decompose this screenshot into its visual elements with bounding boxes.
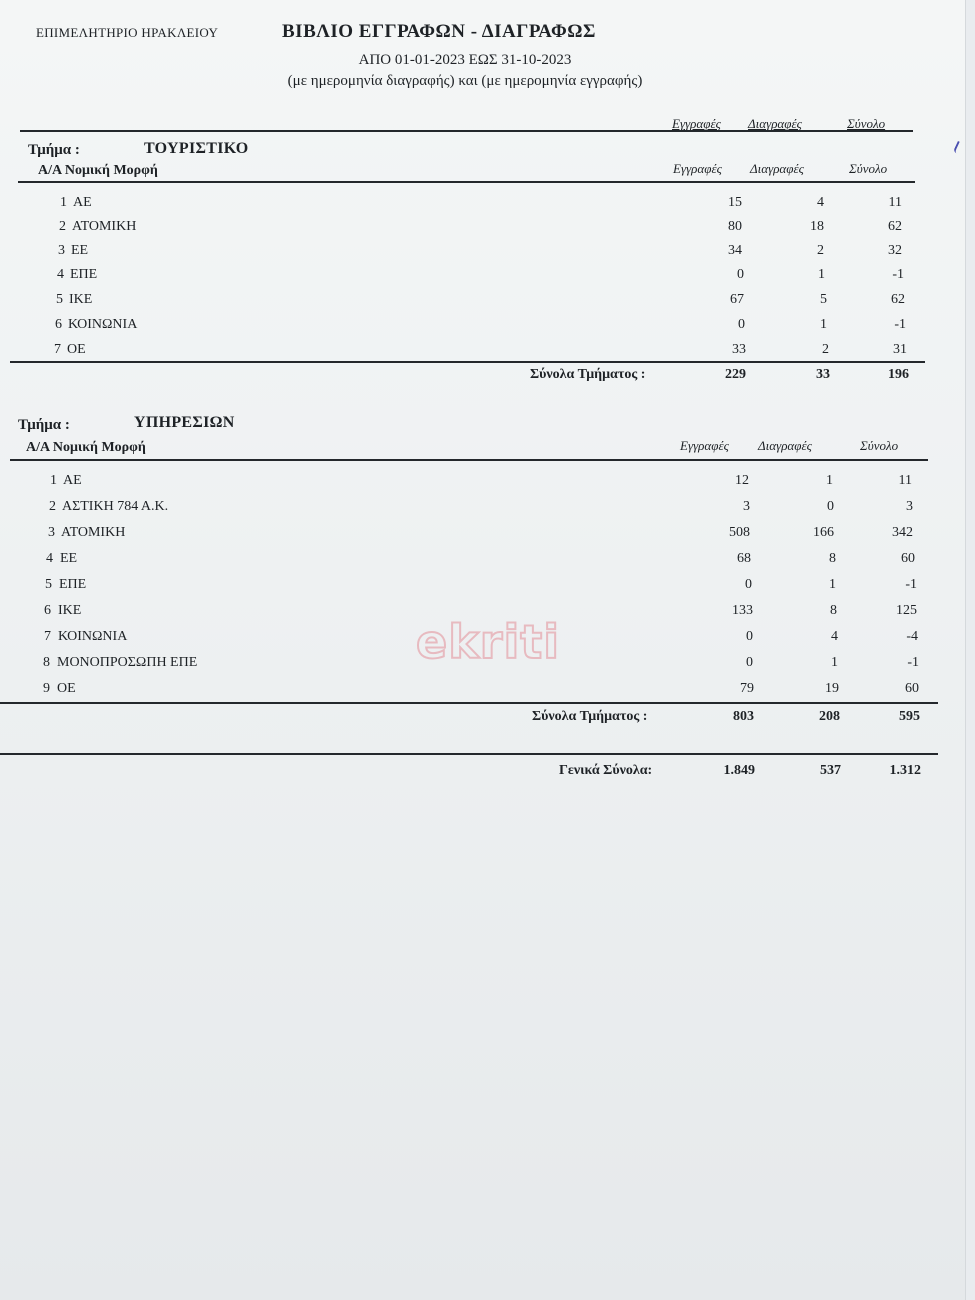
legal-form: ΑΕ bbox=[73, 195, 92, 210]
total-value: -1 bbox=[894, 317, 906, 332]
report-period: ΑΠΟ 01-01-2023 ΕΩΣ 31-10-2023 bbox=[358, 52, 572, 68]
deletions-value: 0 bbox=[827, 499, 834, 514]
table-row bbox=[0, 525, 960, 549]
row-number: 3 bbox=[48, 525, 55, 540]
col-header-total: Σύνολο bbox=[860, 438, 899, 453]
col-header-total: Σύνολο bbox=[849, 161, 888, 176]
row-number: 2 bbox=[49, 499, 56, 514]
section-header-rule bbox=[10, 459, 928, 461]
total-value: 60 bbox=[905, 681, 919, 696]
document-title: ΒΙΒΛΙΟ ΕΓΓΡΑΦΩΝ - ΔΙΑΓΡΑΦΩΣ bbox=[282, 21, 596, 42]
registrations-value: 34 bbox=[728, 243, 742, 258]
col-header-registrations: Εγγραφές bbox=[673, 161, 722, 176]
totals-registrations: 229 bbox=[725, 367, 746, 382]
legal-form: ΕΕ bbox=[60, 551, 78, 566]
legal-form: ΚΟΙΝΩΝΙΑ bbox=[68, 317, 138, 332]
total-value: 31 bbox=[893, 342, 907, 357]
registrations-value: 80 bbox=[728, 219, 742, 234]
legal-form: ΙΚΕ bbox=[58, 603, 82, 618]
dept-label: Τμήμα : bbox=[28, 142, 80, 158]
table-row bbox=[0, 267, 960, 291]
registrations-value: 33 bbox=[732, 342, 746, 357]
table-row bbox=[0, 551, 960, 575]
deletions-value: 1 bbox=[829, 577, 836, 592]
top-divider bbox=[20, 130, 913, 132]
col-header-registrations: Εγγραφές bbox=[680, 438, 729, 453]
total-value: 3 bbox=[906, 499, 913, 514]
registrations-value: 0 bbox=[738, 317, 745, 332]
totals-deletions: 33 bbox=[816, 367, 830, 382]
chamber-name: ΕΠΙΜΕΛΗΤΗΡΙΟ ΗΡΑΚΛΕΙΟΥ bbox=[36, 25, 219, 40]
deletions-value: 18 bbox=[810, 219, 824, 234]
total-value: -1 bbox=[907, 655, 919, 670]
dept-label: Τμήμα : bbox=[18, 417, 70, 433]
table-row bbox=[0, 195, 960, 219]
top-col-registrations: Εγγραφές bbox=[672, 116, 721, 131]
registrations-value: 79 bbox=[740, 681, 754, 696]
table-row bbox=[0, 473, 960, 497]
deletions-value: 4 bbox=[831, 629, 838, 644]
registrations-value: 3 bbox=[743, 499, 750, 514]
deletions-value: 5 bbox=[820, 292, 827, 307]
registrations-value: 0 bbox=[737, 267, 744, 282]
registrations-value: 15 bbox=[728, 195, 742, 210]
deletions-value: 2 bbox=[822, 342, 829, 357]
dept-name: ΥΠΗΡΕΣΙΩΝ bbox=[134, 414, 235, 431]
total-value: 62 bbox=[891, 292, 905, 307]
grand-totals-deletions: 537 bbox=[820, 763, 841, 778]
total-value: 11 bbox=[898, 473, 912, 488]
table-row bbox=[0, 577, 960, 601]
total-value: 62 bbox=[888, 219, 902, 234]
row-number: 1 bbox=[60, 195, 67, 210]
deletions-value: 1 bbox=[820, 317, 827, 332]
legal-form: ΟΕ bbox=[67, 342, 86, 357]
deletions-value: 4 bbox=[817, 195, 824, 210]
totals-total: 196 bbox=[888, 367, 909, 382]
row-number: 9 bbox=[43, 681, 50, 696]
col-header-legal-form: Α/Α Νομική Μορφή bbox=[26, 440, 146, 455]
total-value: -4 bbox=[906, 629, 918, 644]
registrations-value: 0 bbox=[745, 577, 752, 592]
dept-name: ΤΟΥΡΙΣΤΙΚΟ bbox=[144, 140, 249, 157]
grand-totals-row bbox=[0, 763, 960, 787]
total-value: 342 bbox=[892, 525, 913, 540]
top-col-total: Σύνολο bbox=[847, 116, 886, 131]
pen-mark-icon bbox=[953, 141, 965, 155]
total-value: 11 bbox=[888, 195, 902, 210]
registrations-value: 0 bbox=[746, 629, 753, 644]
legal-form: ΑΣΤΙΚΗ 784 Α.Κ. bbox=[62, 499, 169, 514]
grand-totals-registrations: 1.849 bbox=[723, 763, 755, 778]
registrations-value: 12 bbox=[735, 473, 749, 488]
legal-form: ΑΤΟΜΙΚΗ bbox=[72, 219, 137, 234]
totals-deletions: 208 bbox=[819, 709, 840, 724]
registrations-value: 508 bbox=[729, 525, 750, 540]
legal-form: ΚΟΙΝΩΝΙΑ bbox=[58, 629, 128, 644]
deletions-value: 8 bbox=[830, 603, 837, 618]
registrations-value: 68 bbox=[737, 551, 751, 566]
legal-form: ΜΟΝΟΠΡΟΣΩΠΗ ΕΠΕ bbox=[57, 655, 198, 670]
section-totals-rule bbox=[10, 361, 925, 363]
registrations-value: 67 bbox=[730, 292, 744, 307]
row-number: 4 bbox=[57, 267, 64, 282]
watermark-logo: ekriti bbox=[416, 615, 560, 669]
total-value: 60 bbox=[901, 551, 915, 566]
deletions-value: 2 bbox=[817, 243, 824, 258]
total-value: 125 bbox=[896, 603, 917, 618]
total-value: -1 bbox=[892, 267, 904, 282]
deletions-value: 1 bbox=[831, 655, 838, 670]
deletions-value: 1 bbox=[826, 473, 833, 488]
row-number: 8 bbox=[43, 655, 50, 670]
deletions-value: 1 bbox=[818, 267, 825, 282]
row-number: 3 bbox=[58, 243, 65, 258]
row-number: 1 bbox=[50, 473, 57, 488]
top-col-deletions: Διαγραφές bbox=[748, 116, 802, 131]
section-totals-rule bbox=[0, 702, 938, 704]
legal-form: ΕΕ bbox=[71, 243, 89, 258]
registrations-value: 133 bbox=[732, 603, 753, 618]
totals-total: 595 bbox=[899, 709, 920, 724]
row-number: 7 bbox=[44, 629, 51, 644]
row-number: 6 bbox=[44, 603, 51, 618]
total-value: 32 bbox=[888, 243, 902, 258]
section-totals-row bbox=[0, 367, 960, 391]
deletions-value: 19 bbox=[825, 681, 839, 696]
col-header-deletions: Διαγραφές bbox=[758, 438, 812, 453]
section-header-rule bbox=[18, 181, 915, 183]
table-row bbox=[0, 317, 960, 341]
total-value: -1 bbox=[905, 577, 917, 592]
legal-form: ΑΤΟΜΙΚΗ bbox=[61, 525, 126, 540]
col-header-deletions: Διαγραφές bbox=[750, 161, 804, 176]
table-row bbox=[0, 292, 960, 316]
row-number: 5 bbox=[45, 577, 52, 592]
row-number: 2 bbox=[59, 219, 66, 234]
table-row bbox=[0, 499, 960, 523]
table-row bbox=[0, 219, 960, 243]
row-number: 4 bbox=[46, 551, 53, 566]
row-number: 5 bbox=[56, 292, 63, 307]
legal-form: ΟΕ bbox=[57, 681, 76, 696]
row-number: 6 bbox=[55, 317, 62, 332]
grand-totals-label: Γενικά Σύνολα: bbox=[559, 763, 653, 778]
row-number: 7 bbox=[54, 342, 61, 357]
totals-registrations: 803 bbox=[733, 709, 754, 724]
deletions-value: 166 bbox=[813, 525, 834, 540]
legal-form: ΑΕ bbox=[63, 473, 82, 488]
section-totals-row bbox=[0, 709, 960, 733]
legal-form: ΙΚΕ bbox=[69, 292, 93, 307]
deletions-value: 8 bbox=[829, 551, 836, 566]
grand-totals-total: 1.312 bbox=[889, 763, 921, 778]
legal-form: ΕΠΕ bbox=[59, 577, 87, 592]
col-header-legal-form: Α/Α Νομική Μορφή bbox=[38, 163, 158, 178]
legal-form: ΕΠΕ bbox=[70, 267, 98, 282]
registrations-value: 0 bbox=[746, 655, 753, 670]
grand-totals-rule bbox=[0, 753, 938, 755]
table-row bbox=[0, 243, 960, 267]
section-totals-label: Σύνολα Τμήματος : bbox=[530, 367, 646, 382]
section-totals-label: Σύνολα Τμήματος : bbox=[532, 709, 648, 724]
report-basis: (με ημερομηνία διαγραφής) και (με ημερομηνία εγγραφής) bbox=[287, 73, 643, 89]
